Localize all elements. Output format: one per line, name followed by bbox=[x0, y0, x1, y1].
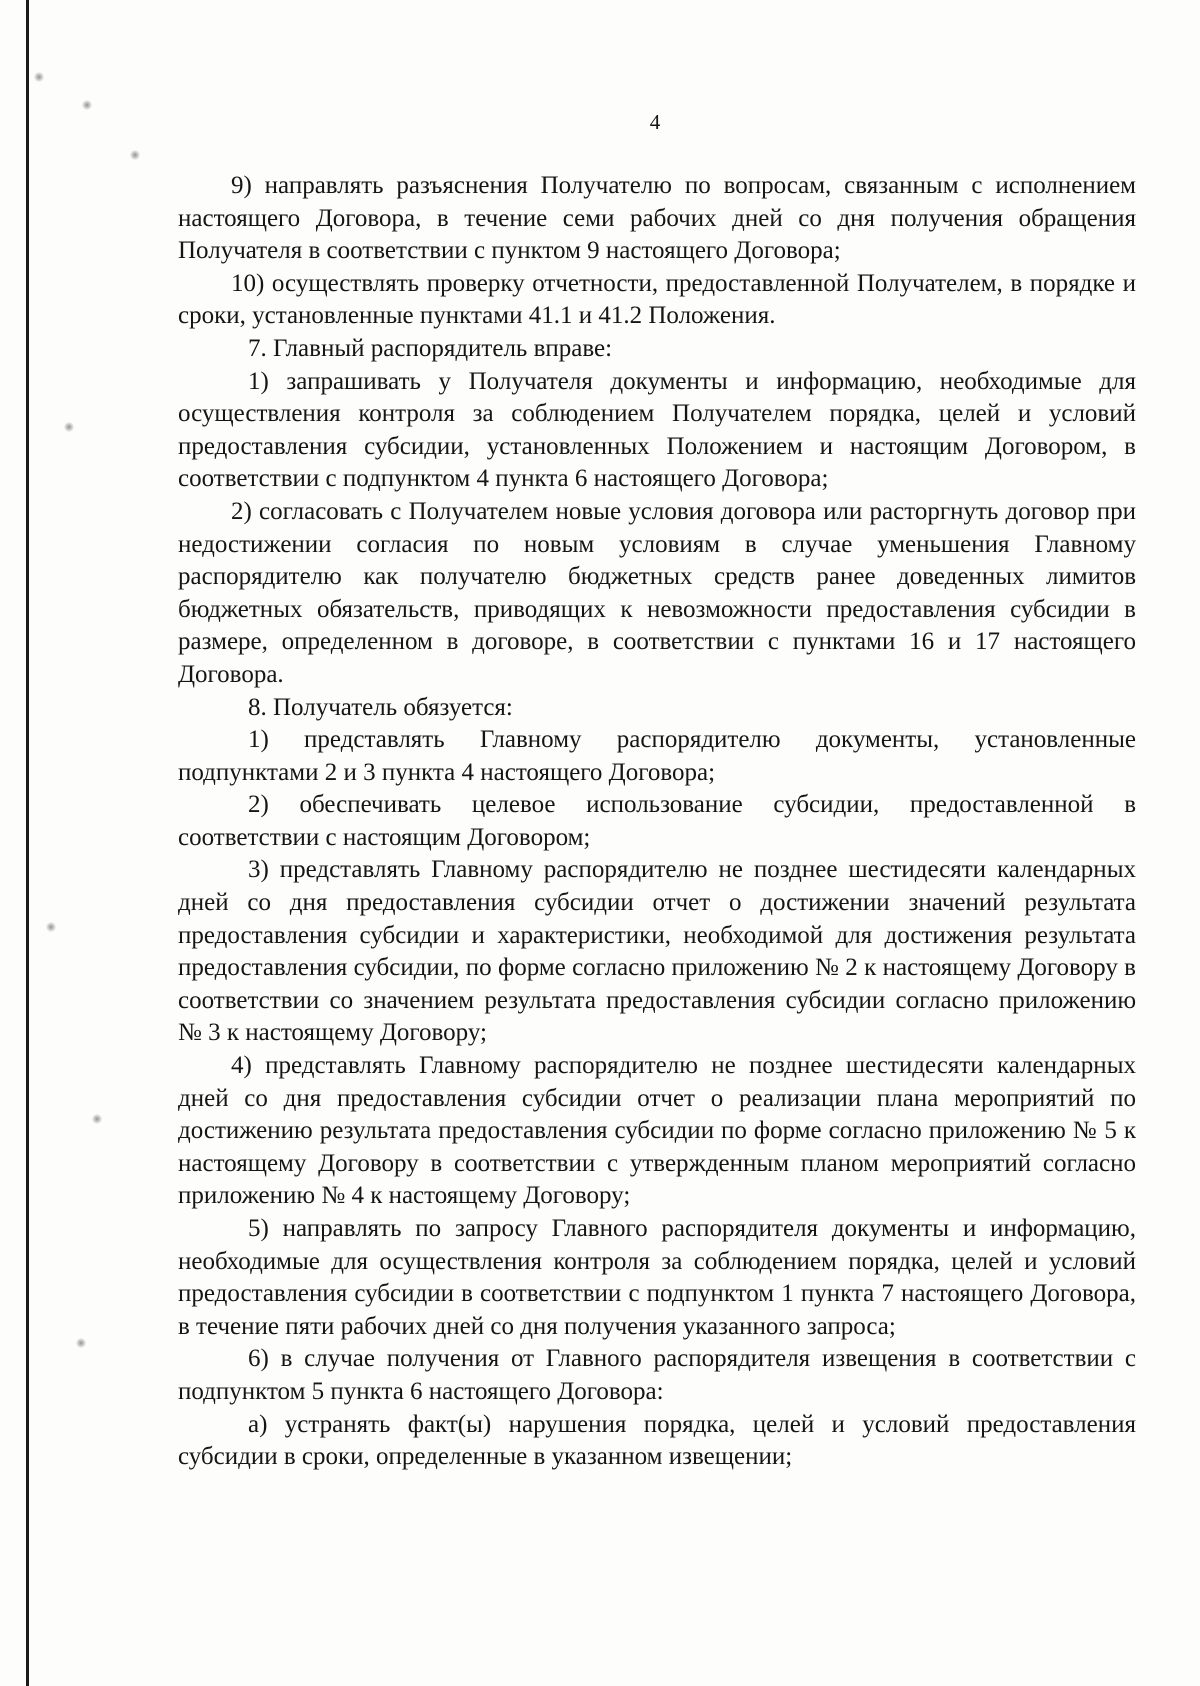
scan-speck bbox=[64, 422, 74, 432]
scan-left-border bbox=[26, 0, 29, 1686]
paragraph-7-2: 2) согласовать с Получателем новые условия договора или расторгнуть договор при недостижении согласия по новым условиям в случае уменьшения Главному распорядителю как получателю бюджетных средств ранее доведенных лимитов бюджетных обязательств, приводящих к невозможности предоставления субсидии в размере, определенном в договоре, в соответствии с пунктами 16 и 17 настоящего Договора. bbox=[178, 497, 1136, 688]
paragraph-8-4: 4) представлять Главному распорядителю не позднее шестидесяти календарных дней со дня предоставления субсидии отчет о реализации плана мероприятий по достижению результата предоставления субсидии по форме согласно приложению № 5 к настоящему Договору в соответствии с утвержденным планом мероприятий согласно приложению № 4 к настоящему Договору; bbox=[178, 1052, 1136, 1210]
scan-speck bbox=[34, 72, 44, 82]
scan-speck bbox=[92, 1114, 102, 1124]
scan-speck bbox=[130, 150, 140, 160]
paragraph-8-6: 6) в случае получения от Главного распорядителя извещения в соответствии с подпунктом 5 пункта 6 настоящего Договора: bbox=[178, 1345, 1136, 1405]
paragraph-item-10: 10) осуществлять проверку отчетности, предоставленной Получателем, в порядке и сроки, установленные пунктами 41.1 и 41.2 Положения. bbox=[178, 269, 1136, 330]
scan-speck bbox=[76, 1338, 86, 1348]
page-number: 4 bbox=[649, 110, 661, 134]
scan-speck bbox=[46, 922, 56, 932]
paragraph-8-2: 2) обеспечивать целевое использование субсидии, предоставленной в соответствии с настоящим Договором; bbox=[178, 791, 1136, 851]
section-heading-8: 8. Получатель обязуется: bbox=[248, 693, 513, 721]
paragraph-8-5: 5) направлять по запросу Главного распорядителя документы и информацию, необходимые для осуществления контроля за соблюдением порядка, целей и условий предоставления субсидии в соответствии с подпунктом 1 пункта 7 настоящего Договора, в течение пяти рабочих дней со дня получения указанного запроса; bbox=[178, 1215, 1136, 1340]
paragraph-8-1: 1) представлять Главному распорядителю документы, установленные подпунктами 2 и 3 пункта 4 настоящего Договора; bbox=[178, 726, 1136, 786]
paragraph-8-6-a: а) устранять факт(ы) нарушения порядка, целей и условий предоставления субсидии в сроки, определенные в указанном извещении; bbox=[178, 1410, 1136, 1471]
document-body bbox=[178, 170, 1136, 1474]
section-heading-7: 7. Главный распорядитель вправе: bbox=[248, 334, 613, 362]
paragraph-item-9: 9) направлять разъяснения Получателю по вопросам, связанным с исполнением настоящего Договора, в течение семи рабочих дней со дня получения обращения Получателя в соответствии с пунктом 9 настоящего Договора; bbox=[178, 172, 1136, 265]
paragraph-8-3: 3) представлять Главному распорядителю не позднее шестидесяти календарных дней со дня предоставления субсидии отчет о достижении значений результата предоставления субсидии и характеристики, необходимой для достижения результата предоставления субсидии, по форме согласно приложению № 2 к настоящему Договору в соответствии со значением результата предоставления субсидии согласно приложению № 3 к настоящему Договору; bbox=[178, 856, 1136, 1047]
paragraph-7-1: 1) запрашивать у Получателя документы и информацию, необходимые для осуществления контроля за соблюдением Получателем порядка, целей и условий предоставления субсидии, установленных Положением и настоящим Договором, в соответствии с подпунктом 4 пункта 6 настоящего Договора; bbox=[178, 367, 1136, 493]
